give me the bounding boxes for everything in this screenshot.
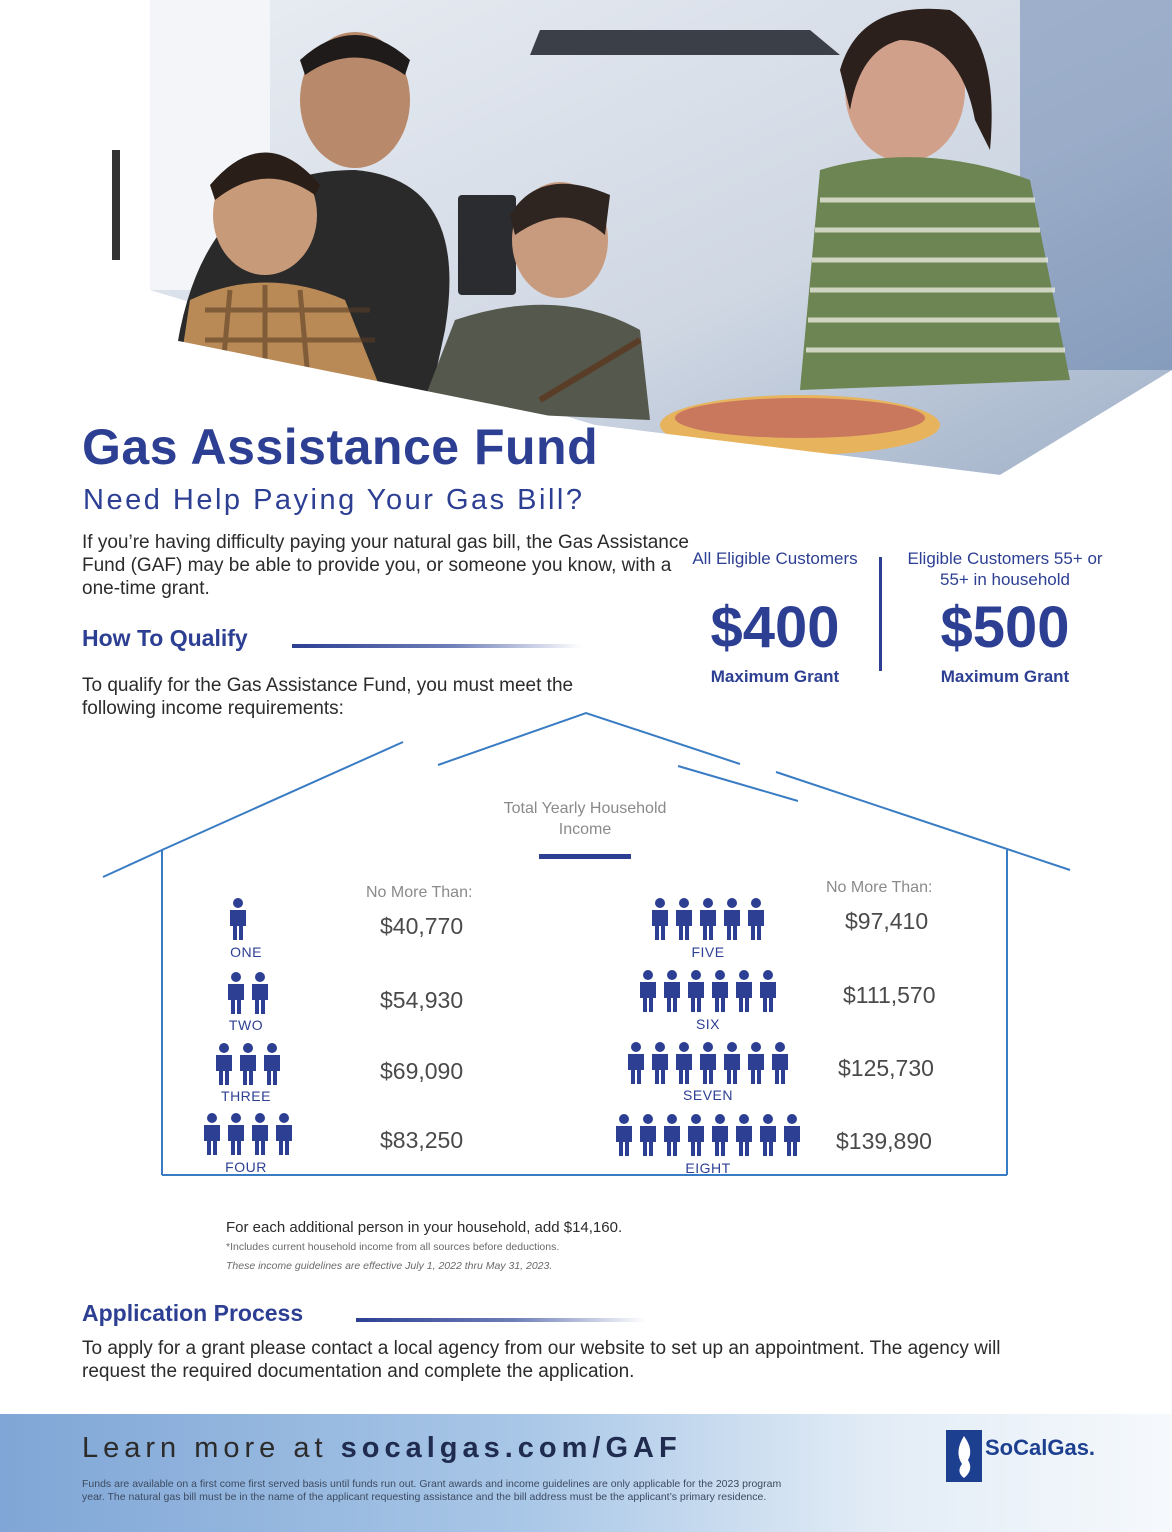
- person-icon: [204, 1113, 220, 1155]
- household-icons-three: [212, 1043, 284, 1087]
- income-heading: Total Yearly Household Income: [503, 800, 667, 838]
- person-icon: [228, 972, 244, 1014]
- household-label-one: ONE: [230, 944, 262, 960]
- intro-text: If you’re having difficulty paying your natural gas bill, the Gas Assistance Fund (GAF) may be able to provide you, or someone you know, with a one-time grant.: [82, 532, 689, 599]
- income-amount-eight: $139,890: [836, 1128, 932, 1154]
- no-more-than-label: No More Than:: [366, 884, 473, 901]
- person-icon: [724, 898, 740, 940]
- household-icons-seven: [624, 1042, 792, 1086]
- household-icons-eight: [612, 1114, 804, 1158]
- income-heading-bar: [539, 854, 631, 859]
- grant-senior-caption: Eligible Customers 55+ or 55+ in household: [907, 549, 1103, 589]
- income-amount-one: $40,770: [380, 913, 464, 939]
- qualify-heading: How To Qualify: [82, 625, 248, 651]
- grant-senior-label: Maximum Grant: [940, 667, 1070, 686]
- person-icon: [772, 1042, 788, 1084]
- household-icons-five: [648, 898, 768, 942]
- income-amount-six: $111,570: [843, 982, 936, 1008]
- person-icon: [640, 970, 656, 1012]
- person-icon: [676, 1042, 692, 1084]
- person-icon: [712, 1114, 728, 1156]
- learn-more-link[interactable]: socalgas.com/GAF: [340, 1432, 682, 1464]
- person-icon: [640, 1114, 656, 1156]
- household-icons-two: [224, 972, 272, 1016]
- qualify-heading-rule: [292, 644, 582, 648]
- grant-all-amount: $400: [710, 595, 840, 660]
- person-icon: [216, 1043, 232, 1085]
- income-amount-four: $83,250: [380, 1127, 464, 1153]
- no-more-than-label: No More Than:: [826, 879, 933, 896]
- person-icon: [724, 1042, 740, 1084]
- person-icon: [616, 1114, 632, 1156]
- person-icon: [240, 1043, 256, 1085]
- application-heading-rule: [356, 1318, 646, 1322]
- person-icon: [736, 1114, 752, 1156]
- person-icon: [736, 970, 752, 1012]
- income-amount-seven: $125,730: [838, 1055, 934, 1081]
- household-label-four: FOUR: [225, 1159, 267, 1175]
- income-amount-two: $54,930: [380, 987, 464, 1013]
- person-icon: [252, 972, 268, 1014]
- learn-more-prefix: Learn more at: [82, 1432, 341, 1464]
- application-heading: Application Process: [82, 1300, 304, 1326]
- page-title: Gas Assistance Fund: [82, 419, 599, 475]
- person-icon: [230, 898, 246, 940]
- additional-person-note: For each additional person in your household, add $14,160.: [226, 1219, 623, 1236]
- person-icon: [652, 898, 668, 940]
- household-label-seven: SEVEN: [683, 1087, 733, 1103]
- person-icon: [664, 970, 680, 1012]
- person-icon: [688, 1114, 704, 1156]
- income-sources-note: *Includes current household income from all sources before deductions.: [226, 1241, 560, 1253]
- household-label-six: SIX: [695, 1016, 721, 1032]
- person-icon: [652, 1042, 668, 1084]
- grant-all-caption: All Eligible Customers: [692, 549, 858, 568]
- person-icon: [748, 1042, 764, 1084]
- person-icon: [264, 1043, 280, 1085]
- household-label-three: THREE: [221, 1088, 271, 1104]
- grant-all-label: Maximum Grant: [710, 667, 840, 686]
- household-icons-four: [200, 1113, 296, 1157]
- effective-dates-note: These income guidelines are effective July 1, 2022 thru May 31, 2023.: [226, 1260, 553, 1272]
- footer-fine-print: Funds are available on a first come first served basis until funds run out. Grant awards and income guidelines are only applicable for the 2023 program year. The natural gas bill must be in the name of the applicant requesting assistance and the bill address must be the applicant’s primary residence.: [82, 1478, 782, 1503]
- grant-divider: [879, 557, 882, 671]
- household-label-two: TWO: [228, 1017, 264, 1033]
- person-icon: [748, 898, 764, 940]
- household-icons-six: [636, 970, 780, 1014]
- learn-more-line: [82, 1432, 682, 1465]
- person-icon: [700, 898, 716, 940]
- person-icon: [276, 1113, 292, 1155]
- person-icon: [760, 970, 776, 1012]
- person-icon: [688, 970, 704, 1012]
- person-icon: [228, 1113, 244, 1155]
- income-amount-five: $97,410: [845, 908, 929, 934]
- income-amount-three: $69,090: [380, 1058, 464, 1084]
- person-icon: [700, 1042, 716, 1084]
- person-icon: [628, 1042, 644, 1084]
- person-icon: [784, 1114, 800, 1156]
- person-icon: [676, 898, 692, 940]
- qualify-text: To qualify for the Gas Assistance Fund, you must meet the following income requirements:: [82, 675, 574, 719]
- household-label-eight: EIGHT: [685, 1160, 731, 1176]
- person-icon: [712, 970, 728, 1012]
- person-icon: [760, 1114, 776, 1156]
- household-label-five: FIVE: [691, 944, 725, 960]
- flame-icon: [944, 1428, 984, 1484]
- household-icons-one: [226, 898, 266, 942]
- house-outline: [0, 700, 1172, 1225]
- hero-photo: [0, 0, 1172, 480]
- page-subtitle: Need Help Paying Your Gas Bill?: [83, 484, 585, 516]
- logo-wordmark: SoCalGas.: [985, 1435, 1096, 1460]
- application-text: To apply for a grant please contact a local agency from our website to set up an appointment. The agency will request the required documentation and complete the application.: [82, 1338, 1001, 1382]
- person-icon: [664, 1114, 680, 1156]
- grant-senior-amount: $500: [940, 595, 1070, 660]
- person-icon: [252, 1113, 268, 1155]
